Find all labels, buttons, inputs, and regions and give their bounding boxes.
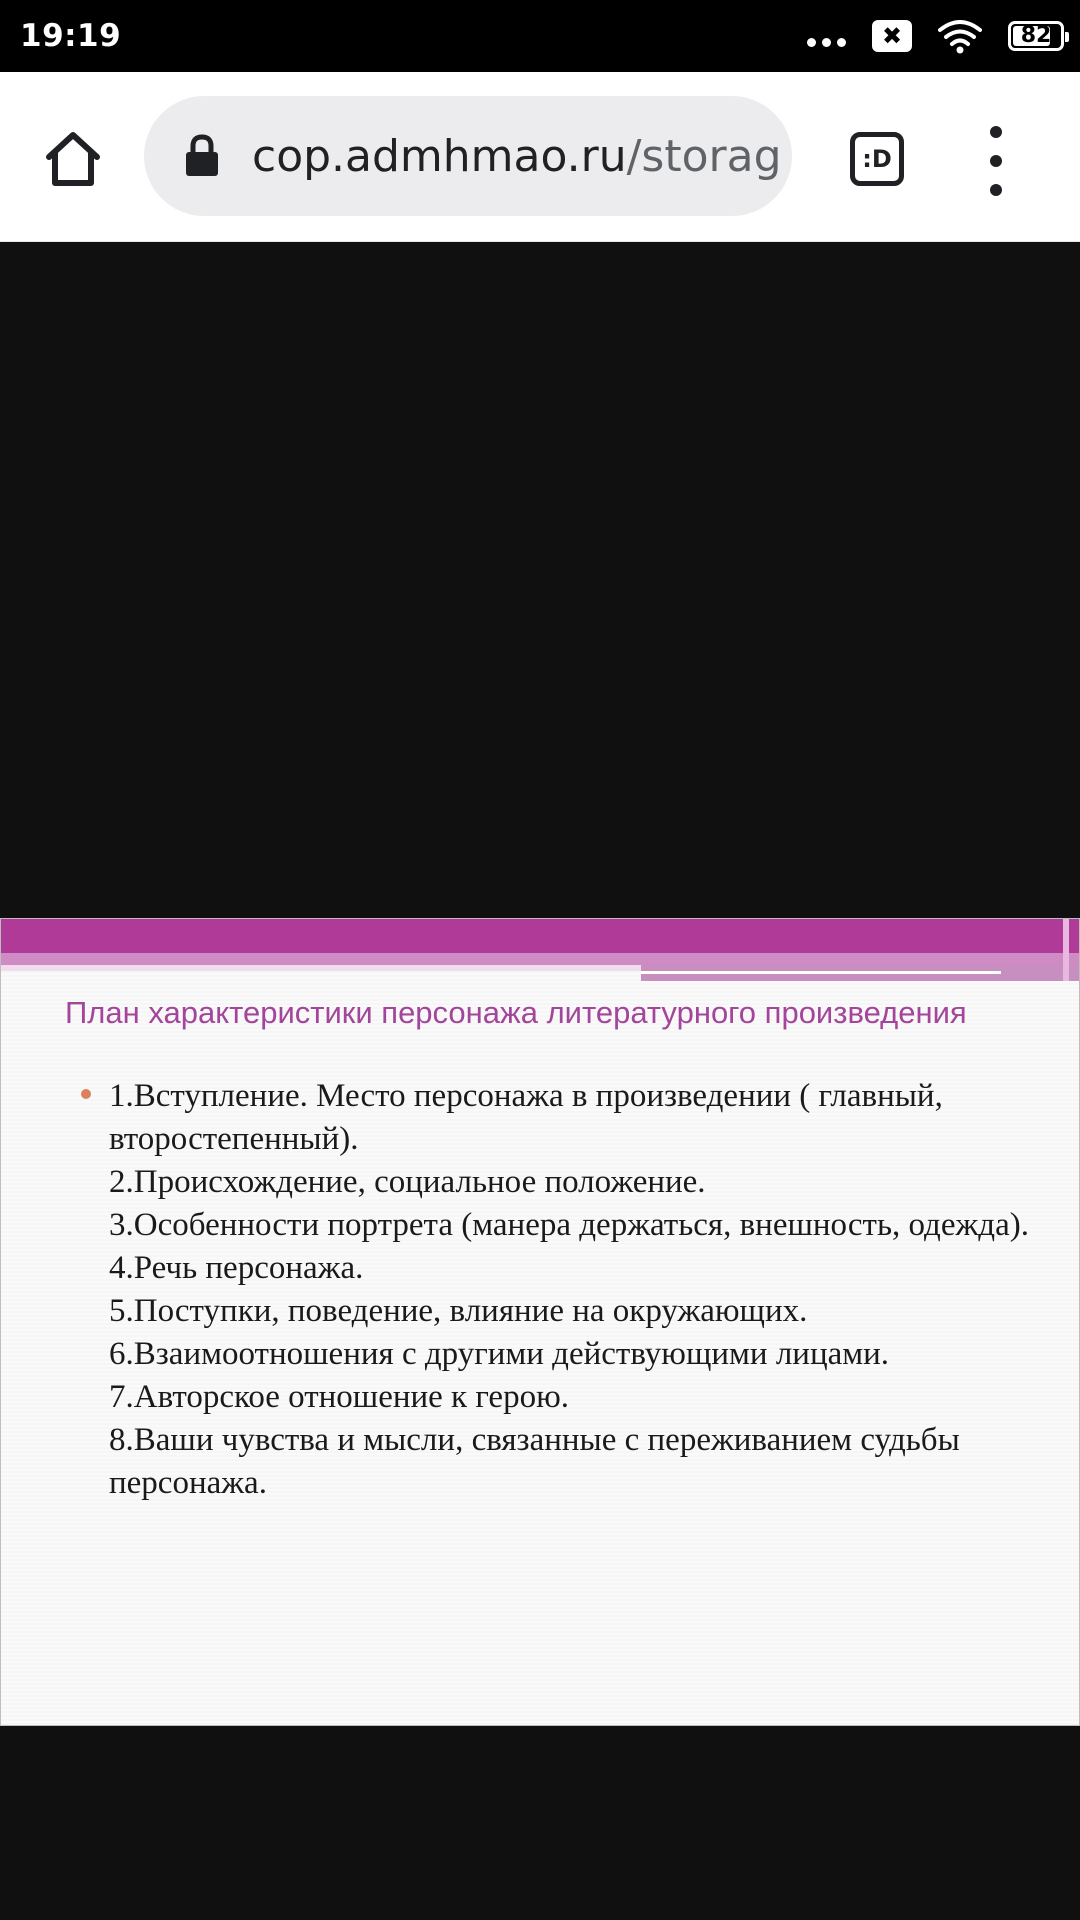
- status-bar: [0, 0, 1080, 72]
- slide-title: План характеристики персонажа литературного произведения: [65, 995, 967, 1030]
- battery-level: 82: [1020, 23, 1052, 48]
- slide-header-line: [641, 971, 1001, 974]
- document-viewer[interactable]: [0, 242, 1080, 1920]
- url-bar[interactable]: [144, 96, 792, 216]
- home-button[interactable]: [38, 124, 108, 194]
- list-item: 4.Речь персонажа.: [109, 1250, 364, 1286]
- bullet-icon: [81, 1089, 91, 1099]
- list-item: 5.Поступки, поведение, влияние на окружающих.: [109, 1293, 808, 1329]
- slide-header-band-pale: [1, 965, 641, 971]
- list-item: 2.Происхождение, социальное положение.: [109, 1164, 706, 1200]
- menu-button[interactable]: [976, 126, 1016, 196]
- url-text: [252, 131, 782, 182]
- wifi-icon: [938, 18, 982, 54]
- status-time: 19:19: [20, 18, 122, 54]
- battery-icon: [1008, 21, 1064, 51]
- lock-icon: [184, 134, 220, 178]
- home-icon: [43, 131, 103, 187]
- menu-dot: [990, 184, 1002, 196]
- status-icons: [807, 18, 1064, 54]
- slide-items: [109, 1075, 1035, 1505]
- url-path: /storag: [626, 130, 782, 182]
- list-item: 3.Особенности портрета (манера держаться, внешность, одежда).: [109, 1207, 1029, 1243]
- list-item: 7.Авторское отношение к герою.: [109, 1379, 569, 1415]
- slide-header-band: [1, 919, 1080, 953]
- menu-dot: [990, 155, 1002, 167]
- slide-list: [75, 1075, 1035, 1505]
- tab-switcher-button[interactable]: :D: [850, 132, 904, 186]
- slide-header-band-light: [1, 953, 1080, 965]
- notification-icon: ✖: [872, 20, 912, 52]
- more-notifications-icon: [807, 38, 846, 47]
- slide: [0, 918, 1080, 1726]
- list-item: 1.Вступление. Место персонажа в произведении ( главный, второстепенный).: [109, 1078, 943, 1157]
- browser-toolbar: [0, 72, 1080, 242]
- url-domain: cop.admhmao.ru: [252, 130, 627, 182]
- list-item: 8.Ваши чувства и мысли, связанные с переживанием судьбы персонажа.: [109, 1422, 960, 1501]
- list-item: 6.Взаимоотношения с другими действующими лицами.: [109, 1336, 890, 1372]
- slide-header-accent: [1063, 919, 1069, 981]
- menu-dot: [990, 126, 1002, 138]
